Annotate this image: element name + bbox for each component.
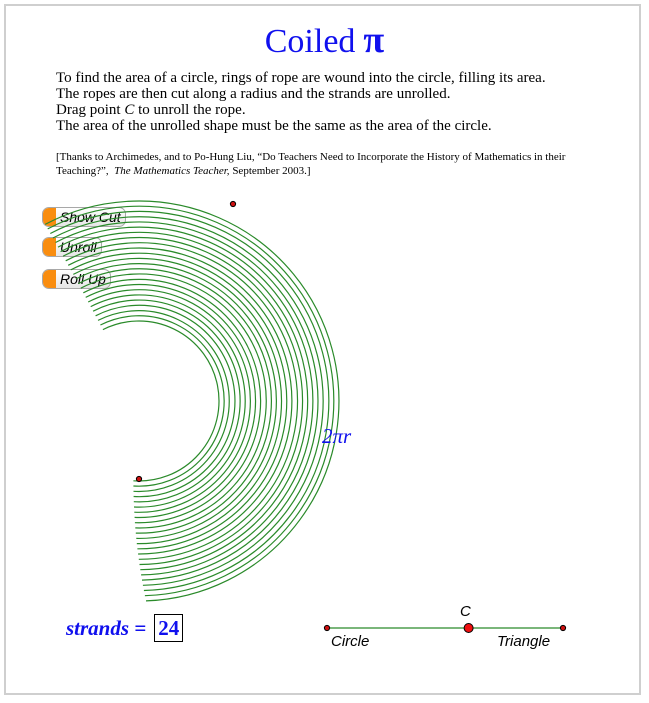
intro-line-3b: to unroll the rope.	[134, 102, 246, 118]
pi-symbol: π	[363, 19, 385, 61]
point-c-handle[interactable]	[464, 624, 473, 633]
roll-up-label: Roll Up	[60, 271, 106, 287]
credit-prefix: [Thanks to Archimedes, and to Po-Hung Liu, “Do Teachers Need to Incorporate the History of Mathematics in their Teaching?”,	[56, 151, 566, 177]
strands-value: 24	[154, 614, 183, 642]
intro-point-c: C	[124, 102, 135, 118]
credit-journal: The Mathematics Teacher,	[114, 165, 230, 177]
rope-strand	[45, 201, 339, 601]
unroll-label: Unroll	[60, 239, 97, 255]
rope-strand	[76, 264, 277, 539]
rope-strand	[56, 222, 318, 580]
rope-length-label: 2πr	[322, 424, 352, 448]
rope-strand	[98, 311, 229, 492]
slider-circle-label: Circle	[331, 633, 370, 650]
rope-strand	[100, 316, 224, 486]
rope-strand	[58, 227, 313, 575]
coil-bottom-point[interactable]	[136, 476, 141, 481]
show-cut-label: Show Cut	[60, 209, 121, 225]
intro-line-2: The ropes are then cut along a radius and the strands are unrolled.	[56, 86, 451, 102]
rope-strand	[61, 232, 308, 569]
strands-readout	[66, 614, 183, 642]
point-c-label: C	[460, 603, 471, 620]
rope-strand	[48, 206, 334, 596]
rope-strand	[78, 269, 271, 533]
rope-strand	[68, 248, 292, 554]
intro-line-1: To find the area of a circle, rings of rope are wound into the circle, filling its area.	[56, 70, 546, 86]
slider-triangle-label: Triangle	[497, 633, 551, 650]
credit-suffix: September 2003.]	[229, 165, 311, 177]
slider-left-endpoint	[324, 625, 329, 630]
rope-strand	[66, 243, 298, 560]
title-text: Coiled	[264, 23, 356, 60]
rope-strands	[45, 201, 339, 601]
slider-right-endpoint	[560, 625, 565, 630]
coil-top-point[interactable]	[230, 201, 235, 206]
intro-line-4: The area of the unrolled shape must be the same as the area of the circle.	[56, 118, 492, 134]
rope-strand	[103, 321, 219, 481]
strands-label: strands =	[66, 615, 147, 640]
intro-line-3a: Drag point	[56, 102, 125, 118]
